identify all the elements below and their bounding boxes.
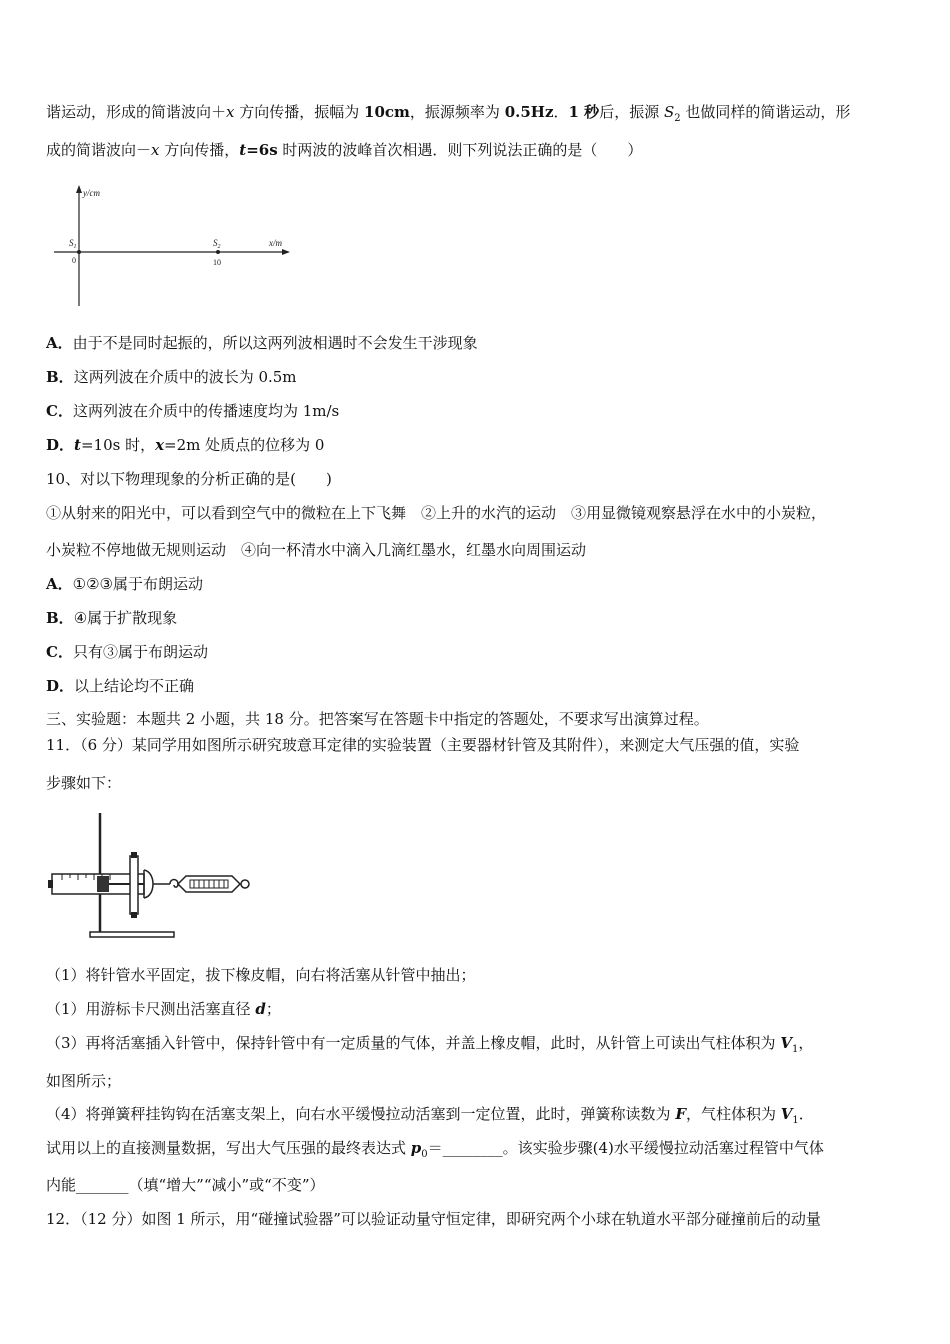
s2-label: $S_2$	[213, 238, 221, 250]
q11-stem-line2: 步骤如下：	[46, 774, 122, 792]
clamp-knob-bottom	[131, 912, 137, 918]
clamp-knob-top	[131, 852, 137, 858]
q10-desc-line2: 小炭粒不停地做无规则运动 ④向一杯清水中滴入几滴红墨水，红墨水向周围运动	[46, 541, 587, 559]
spring-scale-marks	[194, 880, 224, 888]
rubber-cap	[48, 880, 53, 888]
q11-step3-line2: 如图所示；	[46, 1072, 122, 1090]
q11-step4-line2: 试用以上的直接测量数据，写出大气压强的最终表达式 $p_0=\_\_\_\_\_\_\_\_$。该实验步骤(4)水平缓慢拉动活塞过程管中气体	[46, 1139, 824, 1160]
s1-label: $S_1$	[69, 238, 77, 250]
q9-option-a: A．由于不是同时起振的，所以这两列波相遇时不会发生干涉现象	[46, 334, 478, 352]
q11-apparatus-figure	[44, 808, 254, 943]
s1-point	[77, 250, 81, 254]
q10-option-d: D．以上结论均不正确	[46, 677, 195, 695]
piston	[97, 876, 109, 892]
y-axis-arrow	[76, 185, 82, 193]
q9-stem-line2: 成的简谐波向－x 方向传播，t=6s 时两波的波峰首次相遇．则下列说法正确的是（ ）	[46, 141, 643, 159]
q11-step2: （1）用游标卡尺测出活塞直径 d；	[46, 1000, 281, 1018]
origin-label: 0	[72, 256, 76, 265]
q10-option-a: A．①②③属于布朗运动	[46, 575, 203, 593]
q11-step4: （4）将弹簧秤挂钩钩在活塞支架上，向右水平缓慢拉动活塞到一定位置，此时，弹簧称读数为 F，气柱体积为 $V_1$．	[46, 1105, 814, 1126]
x-axis-label: x/m	[269, 238, 282, 248]
q12-stem-line1: 12．（12 分）如图 1 所示，用“碰撞试验器”可以验证动量守恒定律，即研究两个小球在轨道水平部分碰撞前后的动量	[46, 1210, 821, 1228]
spring-balance-ring	[241, 880, 249, 888]
clamp	[130, 856, 138, 914]
q11-step1: （1）将针管水平固定，拔下橡皮帽，向右将活塞从针管中抽出；	[46, 966, 476, 984]
section3-heading: 三、实验题：本题共 2 小题，共 18 分。把答案写在答题卡中指定的答题处，不要求写出演算过程。	[46, 710, 709, 728]
q11-step4-line3: 内能_______（填“增大”“减小”或“不变”）	[46, 1176, 325, 1194]
q10-desc-line1: ①从射来的阳光中，可以看到空气中的微粒在上下飞舞 ②上升的水汽的运动 ③用显微镜观察悬浮在水中的小炭粒，	[46, 504, 827, 522]
tick-10-label: 10	[213, 258, 221, 267]
q9-stem-line1: 谐运动，形成的简谐波向＋x 方向传播，振幅为 10cm，振源频率为 0.5Hz．1 秒后，振源 $S_2$ 也做同样的简谐运动，形	[46, 103, 851, 124]
q9-option-c: C．这两列波在介质中的传播速度均为 1m/s	[46, 402, 340, 420]
stand-base	[90, 932, 174, 937]
y-axis-label: y/cm	[83, 188, 100, 198]
q11-stem-line1: 11．（6 分）某同学用如图所示研究玻意耳定律的实验装置（主要器材针管及其附件），来测定大气压强的值，实验	[46, 736, 800, 754]
q10-option-c: C．只有③属于布朗运动	[46, 643, 208, 661]
q11-step3: （3）再将活塞插入针管中，保持针管中有一定质量的气体，并盖上橡皮帽，此时，从针管上可读出气柱体积为 $V_1$，	[46, 1034, 814, 1055]
q10-stem: 10、对以下物理现象的分析正确的是( )	[46, 470, 332, 488]
x-axis-arrow	[282, 249, 290, 255]
q9-option-b: B．这两列波在介质中的波长为 0.5m	[46, 368, 297, 386]
q9-option-d: D．t=10s 时，x=2m 处质点的位移为 0	[46, 436, 325, 454]
q9-axis-figure	[50, 182, 300, 312]
spring-hook	[170, 880, 178, 888]
piston-support	[144, 870, 153, 898]
q10-option-b: B．④属于扩散现象	[46, 609, 178, 627]
s2-point	[216, 250, 220, 254]
